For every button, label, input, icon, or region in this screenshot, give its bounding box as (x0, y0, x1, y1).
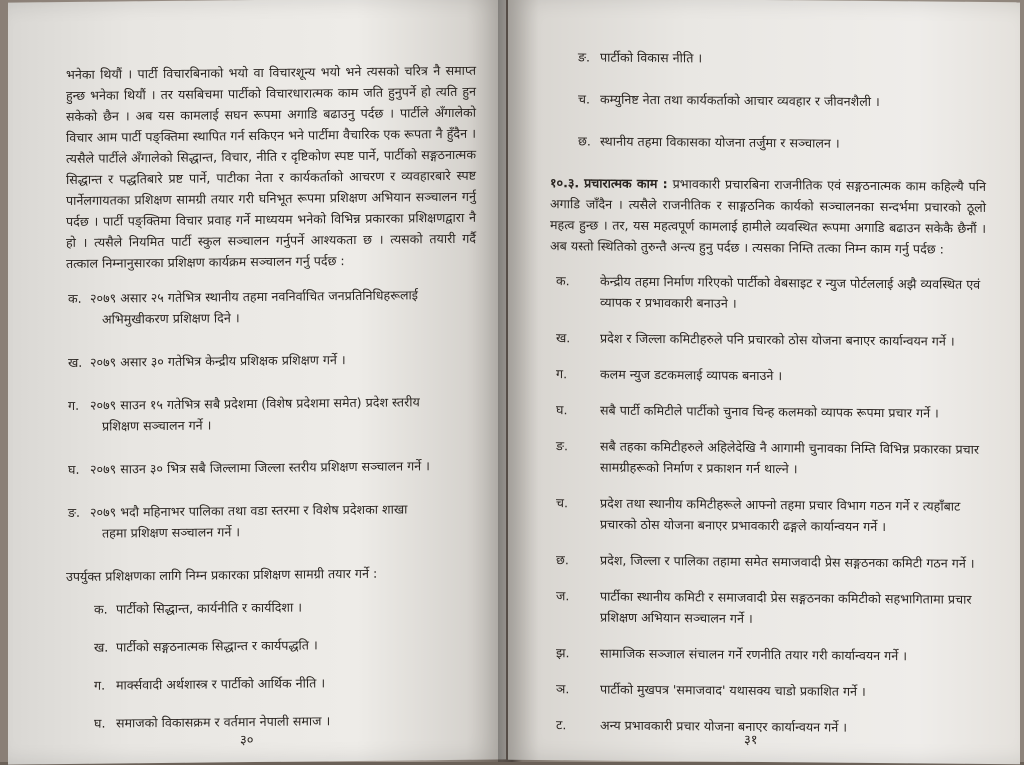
item-text: सामाजिक सञ्जाल संचालन गर्ने रणनीति तयार गरी कार्यान्वयन गर्ने । (600, 645, 907, 664)
item-text: कलम न्युज डटकमलाई व्यापक बनाउने । (600, 366, 783, 384)
item-text: सबै पार्टी कमिटीले पार्टीको चुनाव चिन्ह कलमको व्यापक रूपमा प्रचार गर्ने । (600, 402, 939, 421)
page-number-right: ३१ (744, 732, 758, 748)
material-item (94, 633, 476, 658)
item-label: घ. (68, 461, 80, 477)
item-label: ख. (68, 354, 83, 370)
schedule-item (68, 284, 476, 330)
item-text-cont: प्रशिक्षण सञ्चालन गर्ने । (102, 417, 212, 434)
item-label: ज. (556, 588, 570, 604)
item-label: च. (556, 495, 569, 511)
item-text: प्रदेश तथा स्थानीय कमिटीहरूले आफ्नो तहमा प्रचार विभाग गठन गर्ने र त्यहाँबाट प्रचारको ठोस योजना बनाएर प्रभावकारी ढङ्गले कार्यान्वयन गर्ने । (600, 495, 961, 535)
item-label: ख. (556, 330, 571, 346)
materials-intro: उपर्युक्त प्रशिक्षणका लागि निम्न प्रकारका प्रशिक्षण सामग्री तयार गर्ने : (66, 565, 378, 585)
item-label: ग. (556, 366, 568, 382)
training-schedule-list (66, 284, 476, 544)
task-item (556, 585, 986, 631)
material-item (94, 595, 476, 620)
material-item (94, 671, 476, 696)
item-text: प्रदेश, जिल्ला र पालिका तहामा समेत समाजवादी प्रेस सङ्गठनका कमिटी गठन गर्ने । (600, 552, 975, 571)
task-item (556, 363, 986, 388)
materials-list-continued (550, 46, 986, 155)
item-text: २०७९ असार ३० गतेभित्र केन्द्रीय प्रशिक्षक प्रशिक्षण गर्ने । (90, 352, 346, 370)
item-text: २०७९ भदौ महिनाभर पालिका तथा वडा स्तरमा र विशेष प्रदेशका शाखा (90, 501, 408, 520)
item-text: मार्क्सवादी अर्थशास्त्र र पार्टीको आर्थिक नीति । (116, 675, 326, 693)
material-item (578, 88, 986, 113)
publicity-task-list (550, 270, 986, 739)
item-label: छ. (556, 552, 569, 568)
intro-paragraph: भनेका थियौं । पार्टी विचारबिनाको भयो वा विचारशून्य भयो भने त्यसको चरित्र नै समाप्त हुन्छ भनेका थियौं । तर यसबिचमा पार्टीको विचारधारात्मक काम जति हुनुपर्ने हो त्यति हुन सकेको छैन । अब यस कामलाई सघन रूपमा अगाडि बढाउनु पर्दछ । पार्टीले अँगालेको विचार आम पार्टी पङ्क्तिमा स्थापित गर्न सकिएन भने पार्टीमा वैचारिक एक रूपता नै हुँदैन । त्यसैले पार्टीले अँगालेको सिद्धान्त, विचार, नीति र दृष्टिकोण स्पष्ट पार्ने, पार्टीको सङ्गठनात्मक सिद्धान्त र पद्धतिबारे प्रष्ट पार्ने, पाटीका नेता र कार्यकर्ताको आचरण र व्यवहारबारे स्पष्ट पार्नेलगायतका प्रशिक्षण सामग्री तयार गरी घनिभूत रूपमा प्रशिक्षण अभियान सञ्चालन गर्नु पर्दछ । पार्टी पङ्क्तिमा विचार प्रवाह गर्ने माध्ययम भनेको विभिन्न प्रकारका प्रशिक्षणद्वारा नै हो । त्यसैले नियमित पार्टी स्कुल सञ्चालन गर्नुपर्ने आश्यकता छ । त्यसको तयारी गर्दै तत्काल निम्नानुसारका प्रशिक्षण कार्यक्रम सञ्चालन गर्नु पर्दछ : (66, 62, 476, 272)
task-item (556, 435, 986, 481)
item-label: ङ. (556, 438, 569, 454)
task-item (556, 549, 986, 574)
item-text: पार्टीको सिद्धान्त, कार्यनीति र कार्यदिशा । (116, 599, 302, 617)
item-label: छ. (578, 133, 591, 149)
item-label: क. (68, 290, 82, 306)
item-label: ञ. (556, 681, 570, 697)
item-text: पार्टीको सङ्गठनात्मक सिद्धान्त र कार्यपद्धति । (116, 637, 318, 655)
item-text: केन्द्रीय तहमा निर्माण गरिएको पार्टीको वेबसाइट र न्युज पोर्टललाई अझै व्यवस्थित एवं व्यापक र प्रभावकारी बनाउने । (600, 273, 981, 311)
item-label: ङ. (578, 49, 591, 65)
materials-list (66, 595, 476, 734)
item-text-cont: तहमा प्रशिक्षण सञ्चालन गर्ने । (102, 524, 241, 541)
material-item (578, 130, 986, 155)
material-item (578, 46, 986, 71)
item-label: च. (578, 91, 591, 107)
item-label: ग. (68, 397, 80, 413)
item-text: सबै तहका कमिटीहरुले अहिलेदेखि नै आगामी चुनावका निम्ति विभिन्न प्रकारका प्रचार सामग्रीहरूको निर्माण र प्रकाशन गर्न थाल्ने । (600, 438, 980, 477)
left-page (8, 0, 506, 765)
item-label: ख. (94, 639, 109, 655)
item-text: स्थानीय तहमा विकासका योजना तर्जुमा र सञ्चालन । (600, 133, 840, 151)
item-label: क. (556, 273, 570, 289)
section-text: प्रभावकारी प्रचारबिना राजनीतिक एवं सङ्गठनात्मक काम कहिल्यै पनि अगाडि जाँदैन । त्यसैले राजनीतिक र साङ्गठनिक कार्यको सञ्चालनका सन्दर्भमा प्रचारको ठूलो महत्व हुन्छ । तर, यस महत्वपूर्ण कामलाई हामीले व्यवस्थित रूपमा अगाडि बढाउन सकेकै छैनौं । अब यस्तो स्थितिको तुरुन्तै अन्त्य हुनु पर्दछ । त्यसका निम्ति तत्का निम्न काम गर्नु पर्दछ : (550, 176, 986, 257)
item-label: झ. (556, 645, 570, 661)
task-item (556, 270, 986, 316)
item-text: प्रदेश र जिल्ला कमिटीहरुले पनि प्रचारको ठोस योजना बनाएर कार्यान्वयन गर्ने । (600, 330, 955, 349)
item-label: घ. (94, 715, 106, 731)
item-text-cont: अभिमुखीकरण प्रशिक्षण दिने । (102, 310, 240, 327)
item-label: ट. (556, 717, 567, 733)
section-10-3 (550, 172, 986, 260)
item-text: पार्टीको विकास नीति । (600, 49, 703, 66)
section-title: प्रचारात्मक काम : (584, 175, 668, 192)
item-label: क. (94, 601, 108, 617)
item-text: कम्युनिष्ट नेता तथा कार्यकर्ताको आचार व्यवहार र जीवनशैली । (600, 91, 880, 110)
schedule-item (68, 498, 476, 544)
task-item (556, 678, 986, 703)
item-text: पार्टीका स्थानीय कमिटी र समाजवादी प्रेस सङ्गठनका कमिटीको सहभागितामा प्रचार प्रशिक्षण अभियान सञ्चालन गर्ने । (600, 588, 972, 626)
section-number: १०.३. (550, 175, 580, 191)
item-text: अन्य प्रभावकारी प्रचार योजना बनाएर कार्यान्वयन गर्ने । (600, 717, 848, 735)
task-item (556, 642, 986, 667)
task-item (556, 327, 986, 352)
item-label: घ. (556, 402, 568, 418)
item-label: ग. (94, 677, 106, 693)
task-item (556, 714, 986, 739)
item-text: २०७९ असार २५ गतेभित्र स्थानीय तहमा नवनिर्वाचित जनप्रतिनिधिहरूलाई (90, 287, 418, 306)
item-label: ङ. (68, 504, 81, 520)
schedule-item (68, 455, 476, 480)
item-text: समाजको विकासक्रम र वर्तमान नेपाली समाज । (116, 713, 331, 731)
task-item (556, 492, 986, 538)
right-page (508, 0, 1020, 764)
task-item (556, 399, 986, 424)
schedule-item (68, 391, 476, 437)
schedule-item (68, 348, 476, 373)
item-text: २०७९ साउन १५ गतेभित्र सबै प्रदेशमा (विशेष प्रदेशमा समेत) प्रदेश स्तरीय (90, 394, 420, 413)
item-text: पार्टीको मुखपत्र 'समाजवाद' यथासक्य चाडो प्रकाशित गर्ने । (600, 681, 866, 699)
page-number-left: ३० (240, 733, 254, 749)
item-text: २०७९ साउन ३० भित्र सबै जिल्लामा जिल्ला स्तरीय प्रशिक्षण सञ्चालन गर्ने । (90, 458, 430, 477)
material-item (94, 709, 476, 734)
